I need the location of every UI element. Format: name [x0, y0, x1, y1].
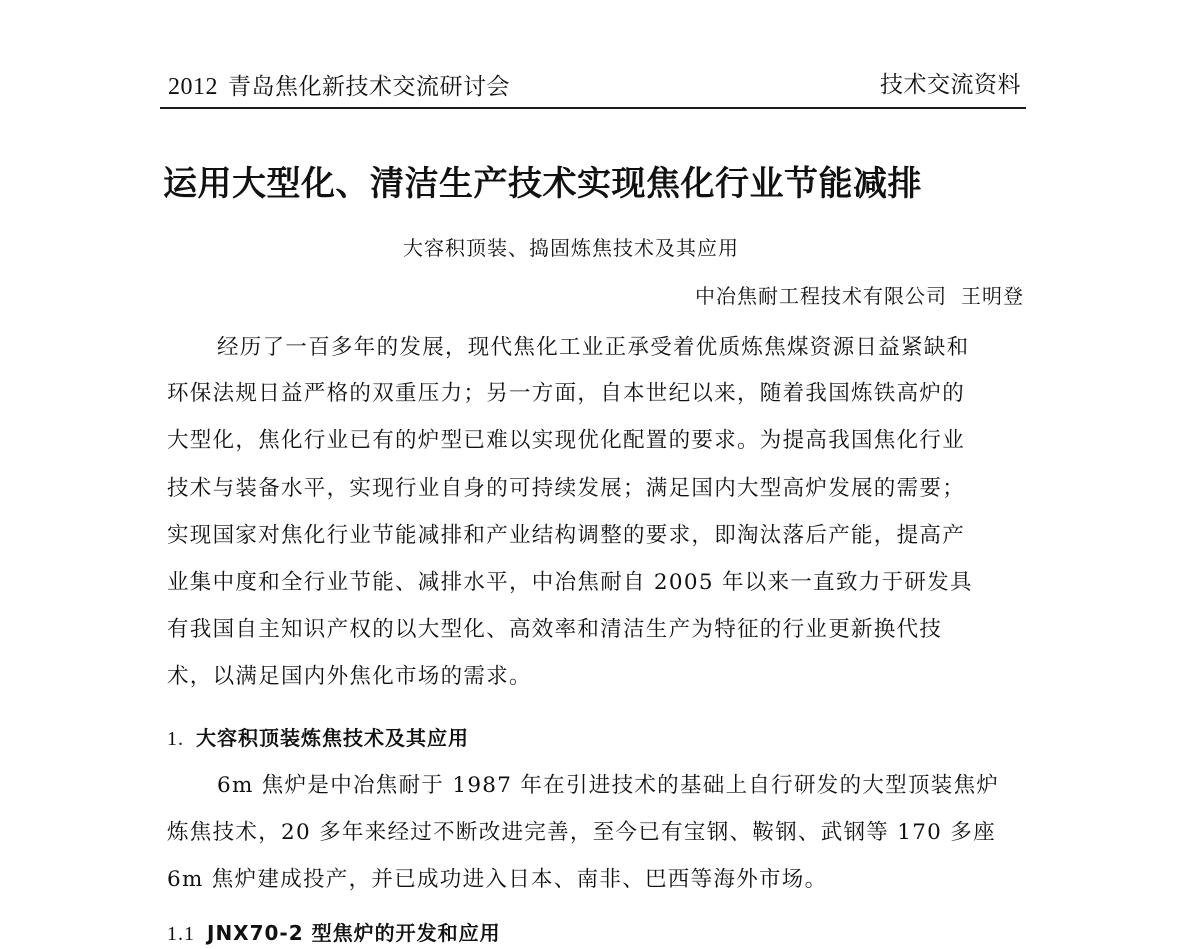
article-subtitle: 大容积顶装、捣固炼焦技术及其应用: [403, 236, 739, 260]
paragraph-line: 经历了一百多年的发展，现代焦化工业正承受着优质炼焦煤资源日益紧缺和: [217, 335, 970, 360]
section-number: 1.1: [167, 923, 195, 945]
paragraph-line: 实现国家对焦化行业节能减排和产业结构调整的要求，即淘汰落后产能，提高产: [167, 523, 966, 548]
section-number: 1.: [167, 728, 184, 750]
paragraph-line: 大型化，焦化行业已有的炉型已难以实现优化配置的要求。为提高我国焦化行业: [167, 428, 966, 453]
article-title: 运用大型化、清洁生产技术实现焦化行业节能减排: [163, 164, 922, 204]
section-title: 大容积顶装炼焦技术及其应用: [196, 726, 469, 750]
conference-year: 2012: [168, 74, 218, 100]
paragraph-line: 6m 焦炉建成投产，并已成功进入日本、南非、巴西等海外市场。: [167, 867, 828, 892]
paragraph-line: 有我国自主知识产权的以大型化、高效率和清洁生产为特征的行业更新换代技: [167, 617, 943, 642]
section-title: JNX70-2 型焦炉的开发和应用: [207, 921, 501, 945]
paragraph-line: 术，以满足国内外焦化市场的需求。: [167, 664, 532, 689]
author-affiliation: 中冶焦耐工程技术有限公司: [695, 284, 947, 308]
paragraph-line: 6m 焦炉是中冶焦耐于 1987 年在引进技术的基础上自行研发的大型顶装焦炉: [217, 773, 1000, 798]
section-heading-1: [167, 723, 469, 754]
paragraph-line: 业集中度和全行业节能、减排水平，中冶焦耐自 2005 年以来一直致力于研发具: [167, 570, 973, 595]
paragraph-line: 技术与装备水平，实现行业自身的可持续发展；满足国内大型高炉发展的需要；: [167, 476, 966, 501]
conference-name: 青岛焦化新技术交流研讨会: [228, 74, 510, 100]
author-line: [695, 281, 1024, 311]
paragraph-line: 环保法规日益严格的双重压力；另一方面，自本世纪以来，随着我国炼铁高炉的: [167, 381, 966, 406]
section-heading-1-1: [167, 918, 501, 949]
running-header: [163, 70, 1025, 104]
header-divider: [160, 107, 1026, 109]
paragraph-line: 炼焦技术，20 多年来经过不断改进完善，至今已有宝钢、鞍钢、武钢等 170 多座: [167, 820, 996, 845]
conference-header: [168, 70, 510, 104]
author-name: 王明登: [961, 284, 1024, 308]
section-label: 技术交流资料: [880, 72, 1021, 98]
